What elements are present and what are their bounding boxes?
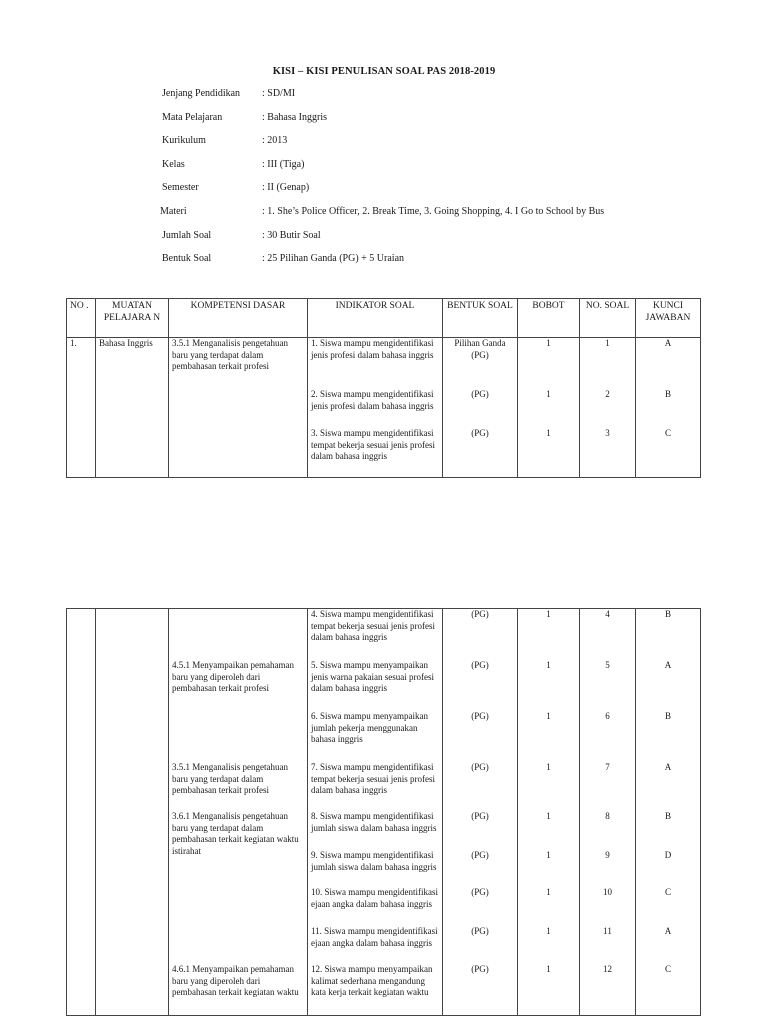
header-row bbox=[67, 299, 701, 338]
kunci-item: B bbox=[664, 389, 671, 399]
nosoal-item: 10 bbox=[603, 887, 612, 897]
nosoal-item: 4 bbox=[605, 609, 610, 619]
nosoal-item: 9 bbox=[605, 850, 610, 860]
kunci-item: A bbox=[664, 338, 672, 348]
header-kunci: KUNCI JAWABAN bbox=[636, 299, 701, 338]
kd-cell bbox=[169, 338, 308, 478]
muatan-cell-empty bbox=[96, 609, 169, 1016]
meta-label: Kelas bbox=[162, 158, 185, 170]
indikator-cell bbox=[308, 338, 443, 478]
bobot-item: 1 bbox=[546, 762, 551, 772]
meta-label: Semester bbox=[162, 182, 199, 194]
bobot-item: 1 bbox=[546, 609, 551, 619]
kd-text: 3.5.1 Menganalisis pengetahuan baru yang terdapat dalam pembahasan terkait profesi bbox=[172, 338, 288, 372]
meta-value: : 30 Butir Soal bbox=[262, 229, 321, 241]
kunci-item: C bbox=[664, 887, 671, 897]
kisi-table-2 bbox=[66, 608, 701, 1016]
bentuk-item: (PG) bbox=[471, 711, 489, 721]
bobot-item: 1 bbox=[546, 964, 551, 974]
kunci-cell bbox=[636, 338, 701, 478]
bentuk-item: (PG) bbox=[471, 964, 489, 974]
meta-value: : 25 Pilihan Ganda (PG) + 5 Uraian bbox=[262, 253, 405, 265]
bentuk-item: (PG) bbox=[471, 428, 489, 438]
meta-value: : 1. She’s Police Officer, 2. Break Time, 3. Going Shopping, 4. I Go to School by Bus bbox=[262, 205, 605, 217]
bobot-item: 1 bbox=[546, 711, 551, 721]
indikator-item: 5. Siswa mampu menyampaikan jenis warna pakaian sesuai profesi dalam bahasa inggris bbox=[311, 660, 434, 694]
header-kompetensi: KOMPETENSI DASAR bbox=[169, 299, 308, 338]
bobot-item: 1 bbox=[546, 428, 551, 438]
nosoal-item: 5 bbox=[605, 660, 610, 670]
indikator-item: 4. Siswa mampu mengidentifikasi tempat bekerja sesuai jenis profesi dalam bahasa inggris bbox=[311, 609, 435, 643]
meta-label: Materi bbox=[160, 205, 187, 217]
bobot-item: 1 bbox=[546, 338, 551, 348]
bobot-item: 1 bbox=[546, 660, 551, 670]
bobot-item: 1 bbox=[546, 389, 551, 399]
kunci-cell bbox=[636, 609, 701, 1016]
header-indikator: INDIKATOR SOAL bbox=[308, 299, 443, 338]
meta-value: : Bahasa Inggris bbox=[262, 111, 327, 123]
indikator-item: 11. Siswa mampu mengidentifikasi ejaan angka dalam bahasa inggris bbox=[311, 926, 438, 948]
kd-text: 3.5.1 Menganalisis pengetahuan baru yang terdapat dalam pembahasan terkait profesi bbox=[172, 762, 288, 796]
header-no: NO . bbox=[67, 299, 96, 338]
row-number-empty bbox=[67, 609, 96, 1016]
kd-text: 3.6.1 Menganalisis pengetahuan baru yang terdapat dalam pembahasan terkait kegiatan waktu istirahat bbox=[172, 811, 299, 856]
header-nosoal: NO. SOAL bbox=[580, 299, 636, 338]
kunci-item: B bbox=[664, 711, 671, 721]
indikator-item: 7. Siswa mampu mengidentifikasi tempat bekerja sesuai jenis profesi dalam bahasa inggris bbox=[311, 762, 435, 796]
bentuk-item: Pilihan Ganda (PG) bbox=[454, 338, 506, 360]
indikator-item: 8. Siswa mampu mengidentifikasi jumlah siswa dalam bahasa inggris bbox=[311, 811, 437, 833]
bobot-item: 1 bbox=[546, 887, 551, 897]
bobot-item: 1 bbox=[546, 926, 551, 936]
meta-value: : SD/MI bbox=[262, 88, 296, 99]
nosoal-item: 2 bbox=[605, 389, 610, 399]
indikator-cell bbox=[308, 609, 443, 1016]
bentuk-item: (PG) bbox=[471, 660, 489, 670]
nosoal-cell bbox=[580, 609, 636, 1016]
indikator-item: 6. Siswa mampu menyampaikan jumlah pekerja menggunakan bahasa inggris bbox=[311, 711, 428, 745]
indikator-item: 10. Siswa mampu mengidentifikasi ejaan angka dalam bahasa inggris bbox=[311, 887, 438, 909]
table-row bbox=[67, 338, 701, 478]
nosoal-cell bbox=[580, 338, 636, 478]
meta-label: Bentuk Soal bbox=[162, 253, 212, 265]
kunci-item: C bbox=[664, 428, 671, 438]
kunci-item: C bbox=[664, 964, 671, 974]
nosoal-item: 7 bbox=[605, 762, 610, 772]
indikator-item: 12. Siswa mampu menyampaikan kalimat sederhana mengandung kata kerja terkait kegiatan waktu bbox=[311, 964, 433, 998]
meta-label: Jenjang Pendidikan bbox=[162, 88, 241, 99]
kunci-item: D bbox=[664, 850, 672, 860]
bentuk-item: (PG) bbox=[471, 887, 489, 897]
kd-text: 4.5.1 Menyampaikan pemahaman baru yang diperoleh dari pembahasan terkait profesi bbox=[172, 660, 294, 694]
bobot-cell bbox=[518, 338, 580, 478]
meta-label: Jumlah Soal bbox=[162, 229, 212, 241]
indikator-item: 2. Siswa mampu mengidentifikasi jenis profesi dalam bahasa inggris bbox=[311, 389, 434, 411]
bentuk-item: (PG) bbox=[471, 609, 489, 619]
kunci-item: B bbox=[664, 609, 671, 619]
kd-text: 4.6.1 Menyampaikan pemahaman baru yang diperoleh dari pembahasan terkait kegiatan waktu bbox=[172, 964, 299, 998]
nosoal-item: 6 bbox=[605, 711, 610, 721]
header-bentuk: BENTUK SOAL bbox=[443, 299, 518, 338]
bentuk-item: (PG) bbox=[471, 926, 489, 936]
kunci-item: A bbox=[664, 660, 672, 670]
kisi-table-1 bbox=[66, 298, 701, 478]
nosoal-item: 1 bbox=[605, 338, 610, 348]
meta-value: : III (Tiga) bbox=[262, 158, 305, 170]
kunci-item: A bbox=[664, 926, 672, 936]
indikator-item: 9. Siswa mampu mengidentifikasi jumlah siswa dalam bahasa inggris bbox=[311, 850, 437, 872]
bobot-cell bbox=[518, 609, 580, 1016]
table-row bbox=[67, 609, 701, 1016]
bentuk-item: (PG) bbox=[471, 850, 489, 860]
meta-label: Mata Pelajaran bbox=[162, 111, 223, 123]
indikator-item: 1. Siswa mampu mengidentifikasi jenis profesi dalam bahasa inggris bbox=[311, 338, 434, 360]
bentuk-item: (PG) bbox=[471, 389, 489, 399]
indikator-item: 3. Siswa mampu mengidentifikasi tempat bekerja sesuai jenis profesi dalam bahasa inggris bbox=[311, 428, 435, 462]
bentuk-item: (PG) bbox=[471, 762, 489, 772]
meta-value: : II (Genap) bbox=[262, 182, 310, 194]
bentuk-cell bbox=[443, 609, 518, 1016]
bobot-item: 1 bbox=[546, 811, 551, 821]
kd-cell bbox=[169, 609, 308, 1016]
bentuk-item: (PG) bbox=[471, 811, 489, 821]
nosoal-item: 12 bbox=[603, 964, 612, 974]
header-muatan: MUATAN PELAJARA N bbox=[96, 299, 169, 338]
document-title: KISI – KISI PENULISAN SOAL PAS 2018-2019 bbox=[272, 66, 496, 77]
row-number: 1. bbox=[67, 338, 96, 478]
nosoal-item: 3 bbox=[605, 428, 610, 438]
nosoal-item: 11 bbox=[603, 926, 612, 936]
meta-label: Kurikulum bbox=[162, 135, 206, 147]
bobot-item: 1 bbox=[546, 850, 551, 860]
muatan-cell: Bahasa Inggris bbox=[96, 338, 169, 478]
meta-value: : 2013 bbox=[262, 135, 288, 147]
kunci-item: A bbox=[664, 762, 672, 772]
kunci-item: B bbox=[664, 811, 671, 821]
nosoal-item: 8 bbox=[605, 811, 610, 821]
header-bobot: BOBOT bbox=[518, 299, 580, 338]
bentuk-cell bbox=[443, 338, 518, 478]
